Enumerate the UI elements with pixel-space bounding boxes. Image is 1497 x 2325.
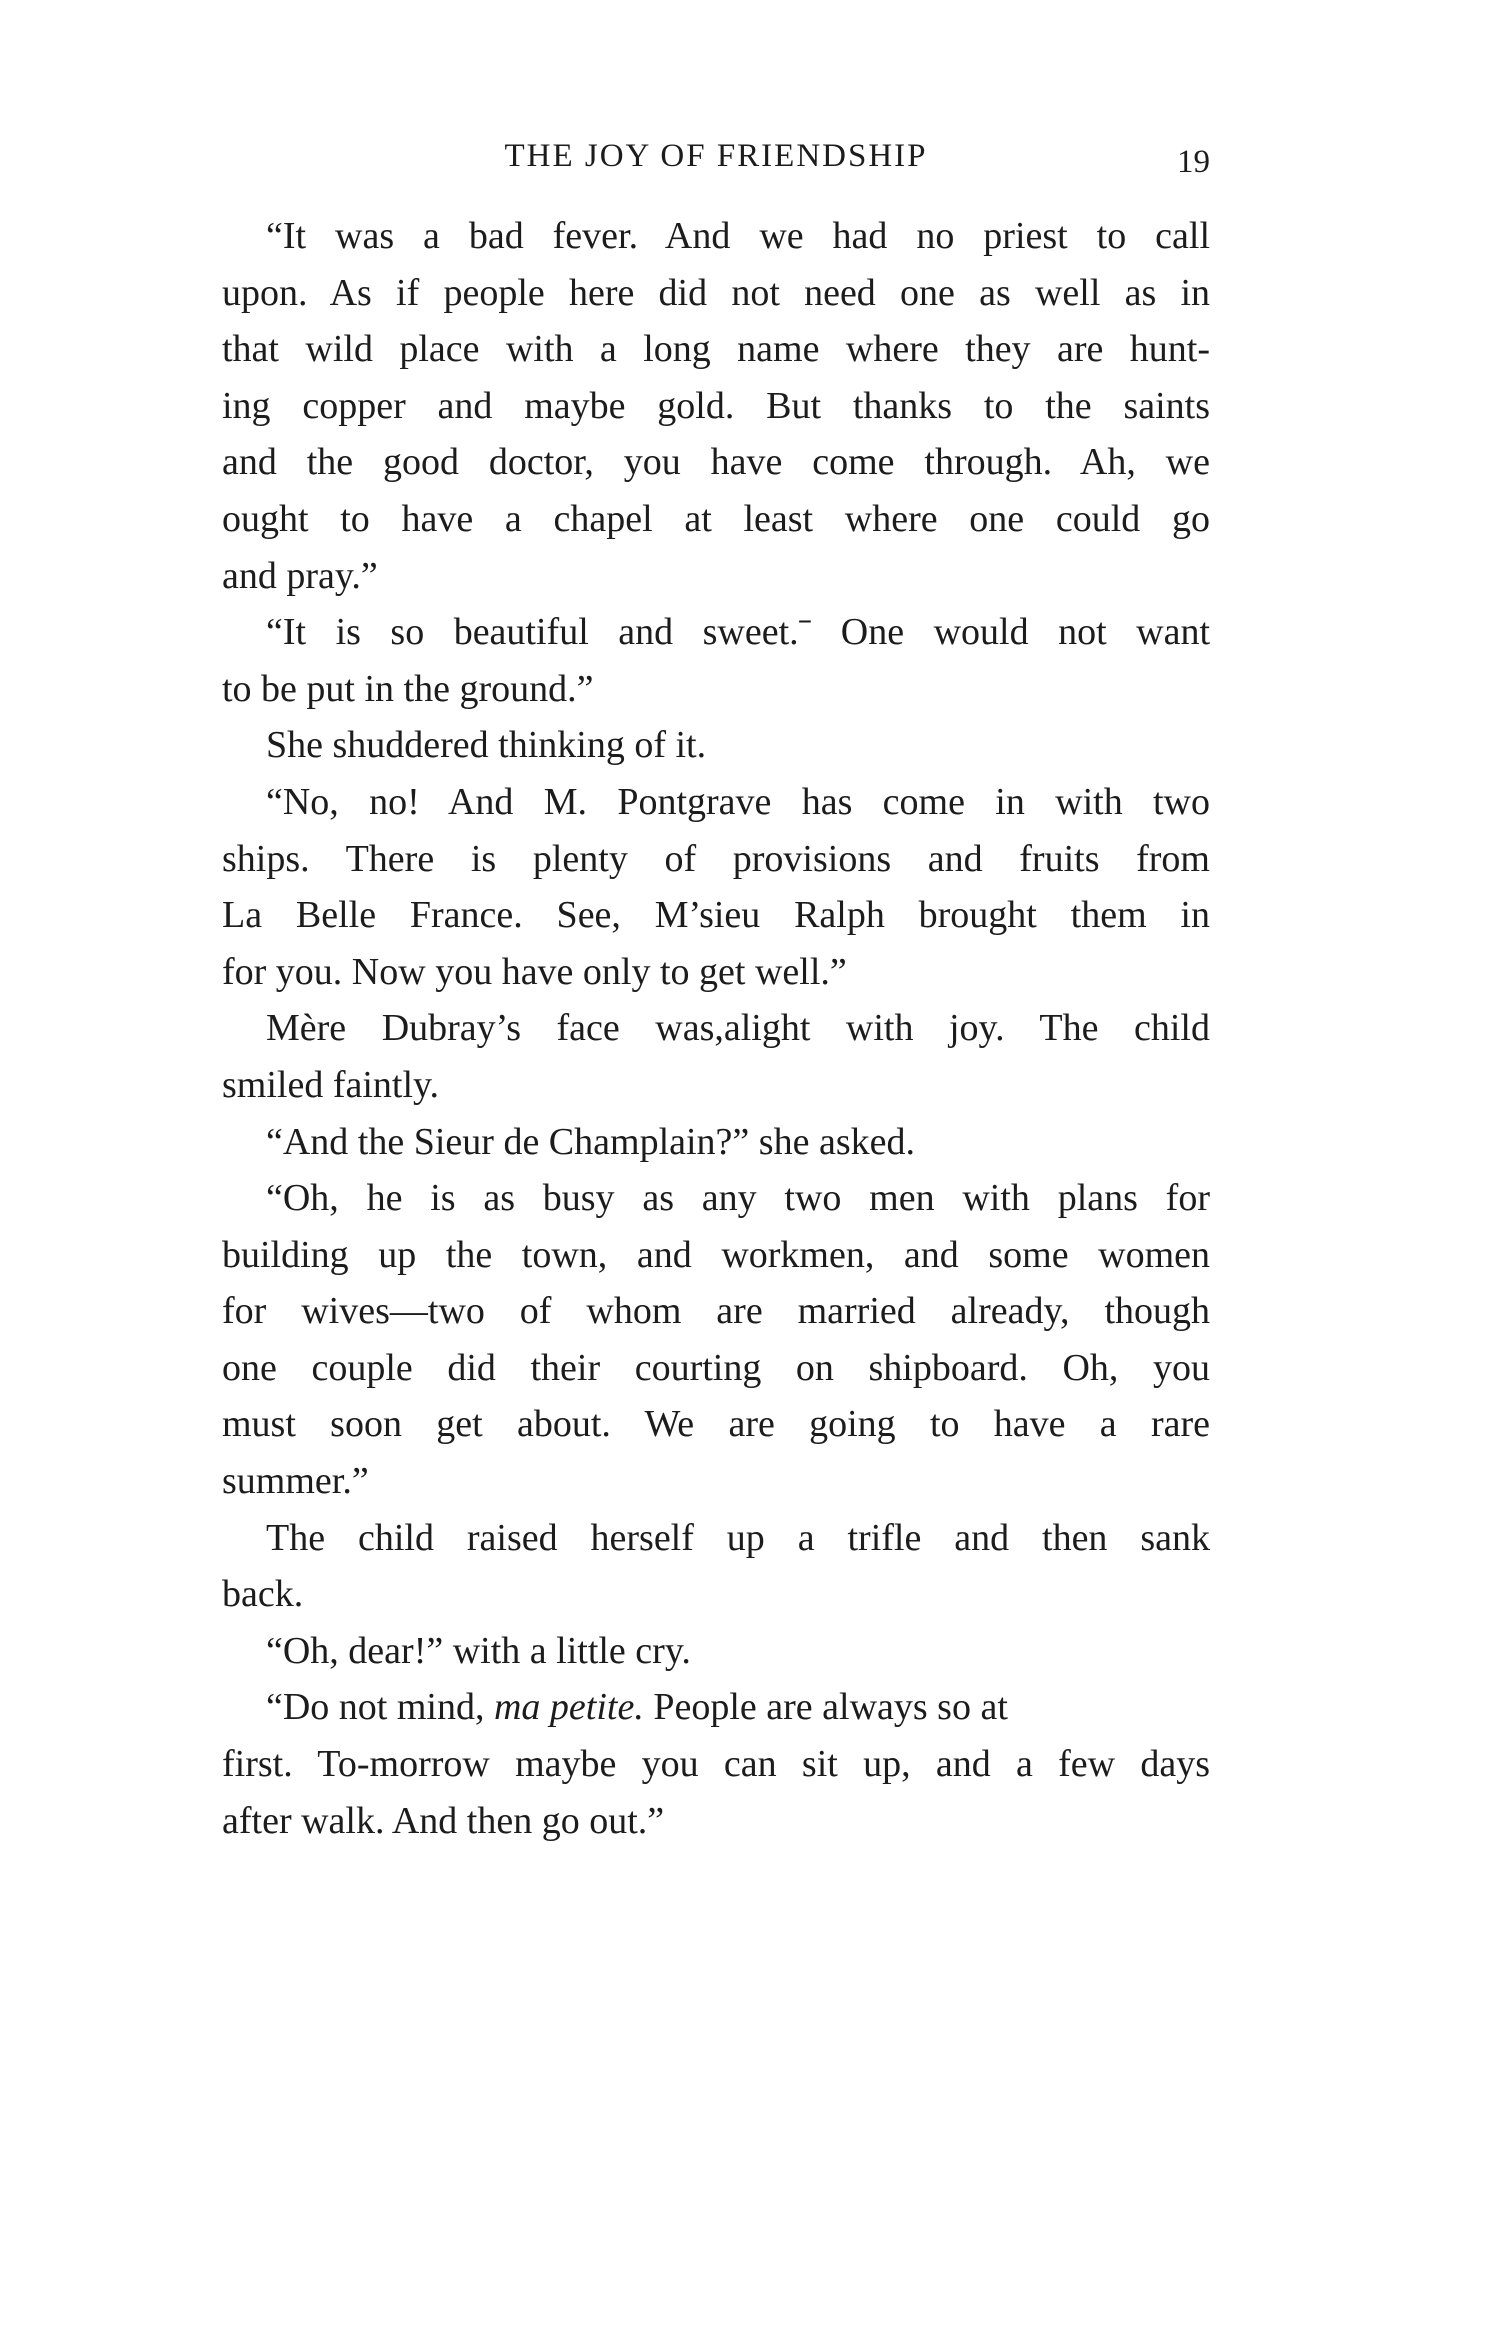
text-line: “It was a bad fever. And we had no priest to call [266,215,1210,257]
text-line: upon. As if people here did not need one as well as in [222,271,1210,314]
text-line: ships. There is plenty of provisions and fruits from [222,837,1210,880]
text-line [222,1679,1210,1736]
running-title: THE JOY OF FRIENDSHIP [504,138,928,174]
text-line: building up the town, and workmen, and some women [222,1233,1210,1276]
text-line: “No, no! And M. Pontgrave has come in with two [266,780,1210,823]
text-line: must soon get about. We are going to have a rare [222,1403,1210,1446]
text-line: ought to have a chapel at least where one could go [222,497,1210,540]
text-run: “Do not mind, [266,1686,494,1729]
text-line: “And the Sieur de Champlain?” she asked. [266,1120,915,1163]
text-line: and the good doctor, you have come through. Ah, we [222,441,1210,484]
text-line: “Oh, dear!” with a little cry. [266,1629,691,1672]
body-text [222,208,1210,1849]
italic-phrase: ma petite. [493,1686,644,1729]
text-line: smiled faintly. [222,1063,440,1106]
text-line: Mère Dubray’s face was,alight with joy. The child [266,1007,1210,1050]
text-line: first. To-morrow maybe you can sit up, and a few days [222,1743,1210,1786]
text-line: after walk. And then go out.” [222,1799,665,1842]
text-line: The child raised herself up a trifle and then sank [266,1516,1210,1559]
text-line: ing copper and maybe gold. But thanks to the saints [222,384,1210,427]
text-line: “It is so beautiful and sweet.ˉ One would not want [266,611,1210,654]
text-line: and pray.” [222,554,378,597]
text-line: one couple did their courting on shipboard. Oh, you [222,1346,1210,1389]
text-line: for you. Now you have only to get well.” [222,950,847,993]
text-run: People are always so at [643,1686,1008,1729]
text-line: back. [222,1573,304,1616]
running-head [222,138,1210,188]
text-line: summer.” [222,1460,369,1503]
text-line: that wild place with a long name where they are hunt- [222,328,1210,371]
text-line: “Oh, he is as busy as any two men with plans for [266,1177,1210,1220]
page-number: 19 [1177,144,1210,180]
text-line: She shuddered thinking of it. [266,724,707,767]
text-line: for wives—two of whom are married already, though [222,1290,1210,1333]
text-line: to be put in the ground.” [222,667,594,710]
text-line: La Belle France. See, M’sieu Ralph brought them in [222,894,1210,937]
